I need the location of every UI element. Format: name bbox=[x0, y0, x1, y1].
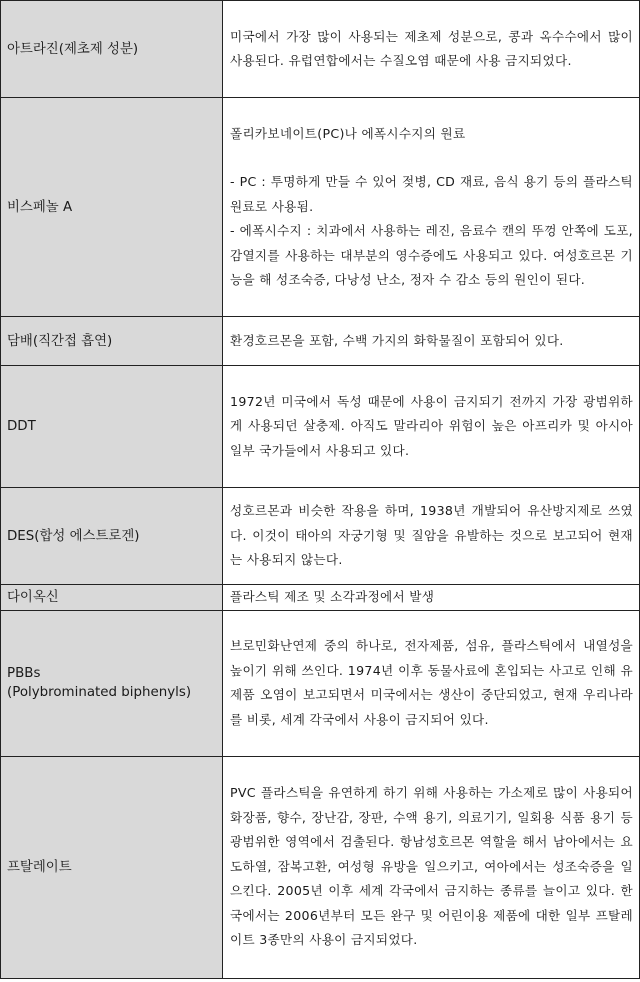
description-cell bbox=[223, 98, 640, 317]
table-row bbox=[1, 98, 640, 317]
description-text: - PC : 투명하게 만들 수 있어 젖병, CD 재료, 음식 용기 등의 플라스틱 원료로 사용됨. bbox=[230, 174, 633, 214]
term-cell bbox=[1, 366, 223, 488]
description-text: PVC 플라스틱을 유연하게 하기 위해 사용하는 가소제로 많이 사용되어 화장품, 향수, 장난감, 장판, 수액 용기, 의료기기, 일회용 식품 용기 등 광범위한 영역에서 검출된다. 항남성호르몬 역할을 해서 남아에서는 요도하열, 잠복고환, 여성형 유방을 일으키고, 여아에서는 성조숙증을 일으킨다. 2005년 이후 세계 각국에서 금지하는 종류를 늘이고 있다. 한국에서는 2006년부터 모든 완구 및 어린이용 제품에 대한 일부 프탈레이트 3종만의 사용이 금지되었다. bbox=[230, 785, 633, 948]
term-text: PBBs bbox=[7, 666, 41, 681]
term-text: 비스페놀 A bbox=[7, 199, 73, 215]
term-text: DES(합성 에스트로겐) bbox=[7, 528, 140, 544]
term-cell bbox=[1, 488, 223, 585]
description-text: 1972년 미국에서 독성 때문에 사용이 금지되기 전까지 가장 광범위하게 사용되던 살충제. 아직도 말라리아 위험이 높은 아프리카 및 아시아 일부 국가들에서 사용되고 있다. bbox=[230, 393, 633, 458]
table-row bbox=[1, 610, 640, 756]
description-text: 폴리카보네이트(PC)나 에폭시수지의 원료 bbox=[230, 125, 466, 141]
term-text: 담배(직간접 흡연) bbox=[7, 333, 113, 349]
term-cell bbox=[1, 610, 223, 756]
term-text: DDT bbox=[7, 419, 36, 434]
term-cell bbox=[1, 317, 223, 366]
description-text: 환경호르몬을 포함, 수백 가지의 화학물질이 포함되어 있다. bbox=[230, 332, 564, 348]
term-text: 아트라진(제초제 성분) bbox=[7, 41, 139, 57]
table-row bbox=[1, 317, 640, 366]
description-cell bbox=[223, 1, 640, 98]
term-cell bbox=[1, 585, 223, 611]
blank-line bbox=[230, 146, 633, 170]
term-cell bbox=[1, 98, 223, 317]
table-row bbox=[1, 366, 640, 488]
description-text: 브로민화난연제 중의 하나로, 전자제품, 섬유, 플라스틱에서 내열성을 높이기 위해 쓰인다. 1974년 이후 동물사료에 혼입되는 사고로 인해 유제품 오염이 보고되면서 미국에서는 생산이 중단되었고, 현재 우리나라를 비롯, 세계 각국에서 사용이 금지되어 있다. bbox=[230, 638, 633, 727]
description-cell bbox=[223, 366, 640, 488]
term-text: 프탈레이트 bbox=[7, 859, 72, 875]
term-cell bbox=[1, 1, 223, 98]
table-row bbox=[1, 585, 640, 611]
term-subtext: (Polybrominated biphenyls) bbox=[7, 685, 192, 700]
description-cell bbox=[223, 585, 640, 611]
table-row bbox=[1, 1, 640, 98]
description-cell bbox=[223, 756, 640, 978]
description-text: 미국에서 가장 많이 사용되는 제초제 성분으로, 콩과 옥수수에서 많이 사용된다. 유럽연합에서는 수질오염 때문에 사용 금지되었다. bbox=[230, 28, 633, 68]
description-text: 플라스틱 제조 및 소각과정에서 발생 bbox=[230, 589, 435, 604]
description-text: - 에폭시수지 : 치과에서 사용하는 레진, 음료수 캔의 뚜껑 안쪽에 도포, 감열지를 사용하는 대부분의 영수증에도 사용되고 있다. 여성호르몬 기능을 해 성조숙증, 다낭성 난소, 정자 수 감소 등의 원인이 된다. bbox=[230, 223, 633, 287]
description-cell bbox=[223, 610, 640, 756]
description-cell bbox=[223, 488, 640, 585]
description-cell bbox=[223, 317, 640, 366]
table-row bbox=[1, 756, 640, 978]
description-text: 성호르몬과 비슷한 작용을 하며, 1938년 개발되어 유산방지제로 쓰였다. 이것이 태아의 자궁기형 및 질암을 유발하는 것으로 보고되어 현재는 사용되지 않는다. bbox=[230, 503, 633, 568]
term-text: 다이옥신 bbox=[7, 589, 59, 605]
term-cell bbox=[1, 756, 223, 978]
table-row bbox=[1, 488, 640, 585]
